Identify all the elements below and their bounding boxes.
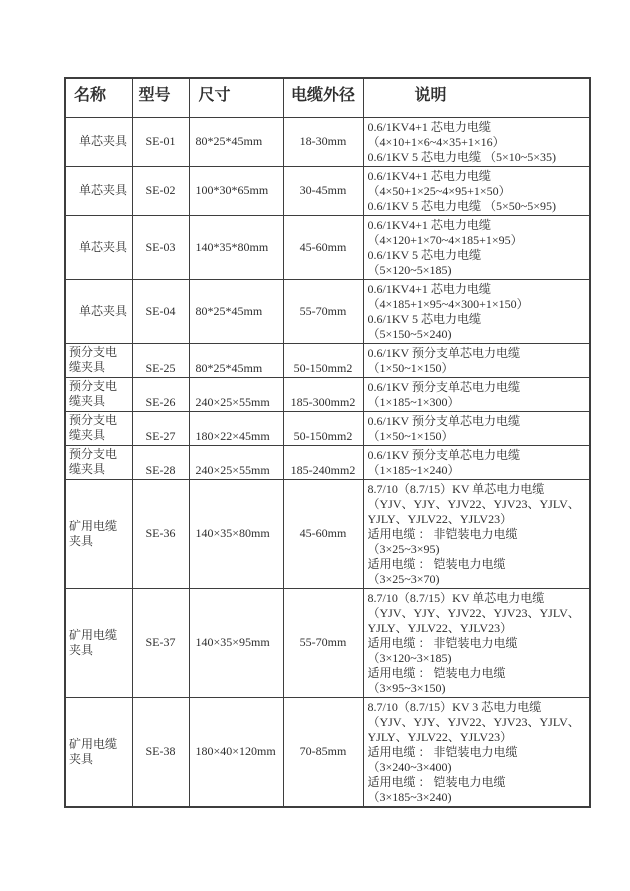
description-line: （4×10+1×6~4×35+1×16） bbox=[367, 134, 505, 149]
diameter-cell: 45-60mm bbox=[283, 479, 363, 588]
diameter-cell: 55-70mm bbox=[283, 279, 363, 343]
description-line: 适用电缆 ： 铠装电力电缆 bbox=[367, 556, 506, 571]
model-cell: SE-04 bbox=[132, 279, 189, 343]
description-cell bbox=[363, 445, 590, 479]
table-row bbox=[65, 697, 590, 807]
description-line: （YJV、YJY、YJV22、YJV23、YJLV、 bbox=[367, 496, 580, 511]
name-cell: 单芯夹具 bbox=[65, 117, 132, 166]
model-cell: SE-02 bbox=[132, 166, 189, 215]
description-line: （3×25~3×70) bbox=[367, 571, 440, 586]
diameter-cell: 45-60mm bbox=[283, 215, 363, 279]
description-line: 0.6/1KV 5 芯电力电缆 bbox=[367, 247, 481, 262]
name-cell: 单芯夹具 bbox=[65, 215, 132, 279]
diameter-cell: 185-240mm2 bbox=[283, 445, 363, 479]
description-line: 适用电缆 ： 铠装电力电缆 bbox=[367, 665, 506, 680]
name-cell: 预分支电缆夹具 bbox=[65, 411, 132, 445]
description-cell bbox=[363, 588, 590, 697]
model-cell: SE-37 bbox=[132, 588, 189, 697]
table-body bbox=[65, 117, 590, 807]
description-line: （4×185+1×95~4×300+1×150） bbox=[367, 296, 529, 311]
size-cell: 240×25×55mm bbox=[189, 377, 283, 411]
description-line: （1×185~1×300） bbox=[367, 394, 460, 409]
description-line: （3×185~3×240) bbox=[367, 789, 452, 804]
description-line: 0.6/1KV 5 芯电力电缆 （5×10~5×35) bbox=[367, 149, 556, 164]
diameter-cell: 30-45mm bbox=[283, 166, 363, 215]
description-line: 0.6/1KV 预分支单芯电力电缆 bbox=[367, 447, 520, 462]
cable-clamp-spec-table bbox=[64, 77, 591, 808]
description-line: （3×25~3×95) bbox=[367, 541, 440, 556]
model-cell: SE-03 bbox=[132, 215, 189, 279]
table-row bbox=[65, 215, 590, 279]
name-cell: 矿用电缆夹具 bbox=[65, 479, 132, 588]
description-line: 0.6/1KV 预分支单芯电力电缆 bbox=[367, 379, 520, 394]
description-line: （YJV、YJY、YJV22、YJV23、YJLV、 bbox=[367, 605, 580, 620]
description-line: 适用电缆 ： 非铠装电力电缆 bbox=[367, 744, 518, 759]
description-cell bbox=[363, 279, 590, 343]
name-cell: 单芯夹具 bbox=[65, 279, 132, 343]
diameter-cell: 50-150mm2 bbox=[283, 343, 363, 377]
size-cell: 140*35*80mm bbox=[189, 215, 283, 279]
col-header-model: 型号 bbox=[132, 78, 189, 117]
table-row bbox=[65, 343, 590, 377]
description-line: 0.6/1KV4+1 芯电力电缆 bbox=[367, 119, 491, 134]
description-cell bbox=[363, 166, 590, 215]
model-cell: SE-28 bbox=[132, 445, 189, 479]
description-line: （3×95~3×150) bbox=[367, 680, 446, 695]
description-cell bbox=[363, 697, 590, 807]
size-cell: 80*25*45mm bbox=[189, 343, 283, 377]
description-line: （3×120~3×185) bbox=[367, 650, 452, 665]
description-cell bbox=[363, 343, 590, 377]
table-row bbox=[65, 117, 590, 166]
description-line: （1×50~1×150） bbox=[367, 428, 454, 443]
description-cell bbox=[363, 479, 590, 588]
col-header-description: 说明 bbox=[363, 78, 590, 117]
name-cell: 预分支电缆夹具 bbox=[65, 445, 132, 479]
table-row bbox=[65, 479, 590, 588]
name-cell: 预分支电缆夹具 bbox=[65, 377, 132, 411]
description-line: 适用电缆 ： 铠装电力电缆 bbox=[367, 774, 506, 789]
table-row bbox=[65, 445, 590, 479]
size-cell: 80*25*45mm bbox=[189, 117, 283, 166]
diameter-cell: 50-150mm2 bbox=[283, 411, 363, 445]
table-row bbox=[65, 279, 590, 343]
description-line: 0.6/1KV 5 芯电力电缆 （5×50~5×95) bbox=[367, 198, 556, 213]
description-line: （YJV、YJY、YJV22、YJV23、YJLV、 bbox=[367, 714, 580, 729]
col-header-name: 名称 bbox=[65, 78, 132, 117]
description-line: （1×50~1×150） bbox=[367, 360, 454, 375]
description-line: （5×150~5×240) bbox=[367, 326, 452, 341]
size-cell: 140×35×80mm bbox=[189, 479, 283, 588]
description-line: YJLY、YJLV22、YJLV23） bbox=[367, 729, 513, 744]
size-cell: 240×25×55mm bbox=[189, 445, 283, 479]
table-row bbox=[65, 588, 590, 697]
size-cell: 180×22×45mm bbox=[189, 411, 283, 445]
diameter-cell: 70-85mm bbox=[283, 697, 363, 807]
table-row bbox=[65, 166, 590, 215]
model-cell: SE-27 bbox=[132, 411, 189, 445]
name-cell: 矿用电缆夹具 bbox=[65, 697, 132, 807]
description-cell bbox=[363, 411, 590, 445]
model-cell: SE-26 bbox=[132, 377, 189, 411]
description-line: （5×120~5×185) bbox=[367, 262, 452, 277]
col-header-size: 尺寸 bbox=[189, 78, 283, 117]
description-line: YJLY、YJLV22、YJLV23） bbox=[367, 511, 513, 526]
description-line: 适用电缆 ： 非铠装电力电缆 bbox=[367, 635, 518, 650]
description-cell bbox=[363, 215, 590, 279]
model-cell: SE-38 bbox=[132, 697, 189, 807]
description-line: 0.6/1KV4+1 芯电力电缆 bbox=[367, 168, 491, 183]
table-row bbox=[65, 377, 590, 411]
description-line: 8.7/10（8.7/15）KV 单芯电力电缆 bbox=[367, 481, 545, 496]
description-line: 0.6/1KV4+1 芯电力电缆 bbox=[367, 217, 491, 232]
description-line: 8.7/10（8.7/15）KV 3 芯电力电缆 bbox=[367, 699, 542, 714]
description-line: 0.6/1KV 预分支单芯电力电缆 bbox=[367, 345, 520, 360]
description-line: （3×240~3×400) bbox=[367, 759, 452, 774]
col-header-diameter: 电缆外径 bbox=[283, 78, 363, 117]
description-line: 8.7/10（8.7/15）KV 单芯电力电缆 bbox=[367, 590, 545, 605]
description-cell bbox=[363, 377, 590, 411]
description-line: YJLY、YJLV22、YJLV23） bbox=[367, 620, 513, 635]
description-line: （4×120+1×70~4×185+1×95） bbox=[367, 232, 523, 247]
diameter-cell: 18-30mm bbox=[283, 117, 363, 166]
name-cell: 矿用电缆夹具 bbox=[65, 588, 132, 697]
size-cell: 180×40×120mm bbox=[189, 697, 283, 807]
description-line: （4×50+1×25~4×95+1×50） bbox=[367, 183, 511, 198]
diameter-cell: 55-70mm bbox=[283, 588, 363, 697]
model-cell: SE-36 bbox=[132, 479, 189, 588]
name-cell: 单芯夹具 bbox=[65, 166, 132, 215]
description-line: 0.6/1KV 预分支单芯电力电缆 bbox=[367, 413, 520, 428]
description-line: 适用电缆 ： 非铠装电力电缆 bbox=[367, 526, 518, 541]
description-line: 0.6/1KV4+1 芯电力电缆 bbox=[367, 281, 491, 296]
size-cell: 80*25*45mm bbox=[189, 279, 283, 343]
model-cell: SE-25 bbox=[132, 343, 189, 377]
header-row bbox=[65, 78, 590, 117]
description-line: （1×185~1×240） bbox=[367, 462, 460, 477]
size-cell: 140×35×95mm bbox=[189, 588, 283, 697]
table-row bbox=[65, 411, 590, 445]
size-cell: 100*30*65mm bbox=[189, 166, 283, 215]
description-line: 0.6/1KV 5 芯电力电缆 bbox=[367, 311, 481, 326]
model-cell: SE-01 bbox=[132, 117, 189, 166]
diameter-cell: 185-300mm2 bbox=[283, 377, 363, 411]
name-cell: 预分支电缆夹具 bbox=[65, 343, 132, 377]
description-cell bbox=[363, 117, 590, 166]
